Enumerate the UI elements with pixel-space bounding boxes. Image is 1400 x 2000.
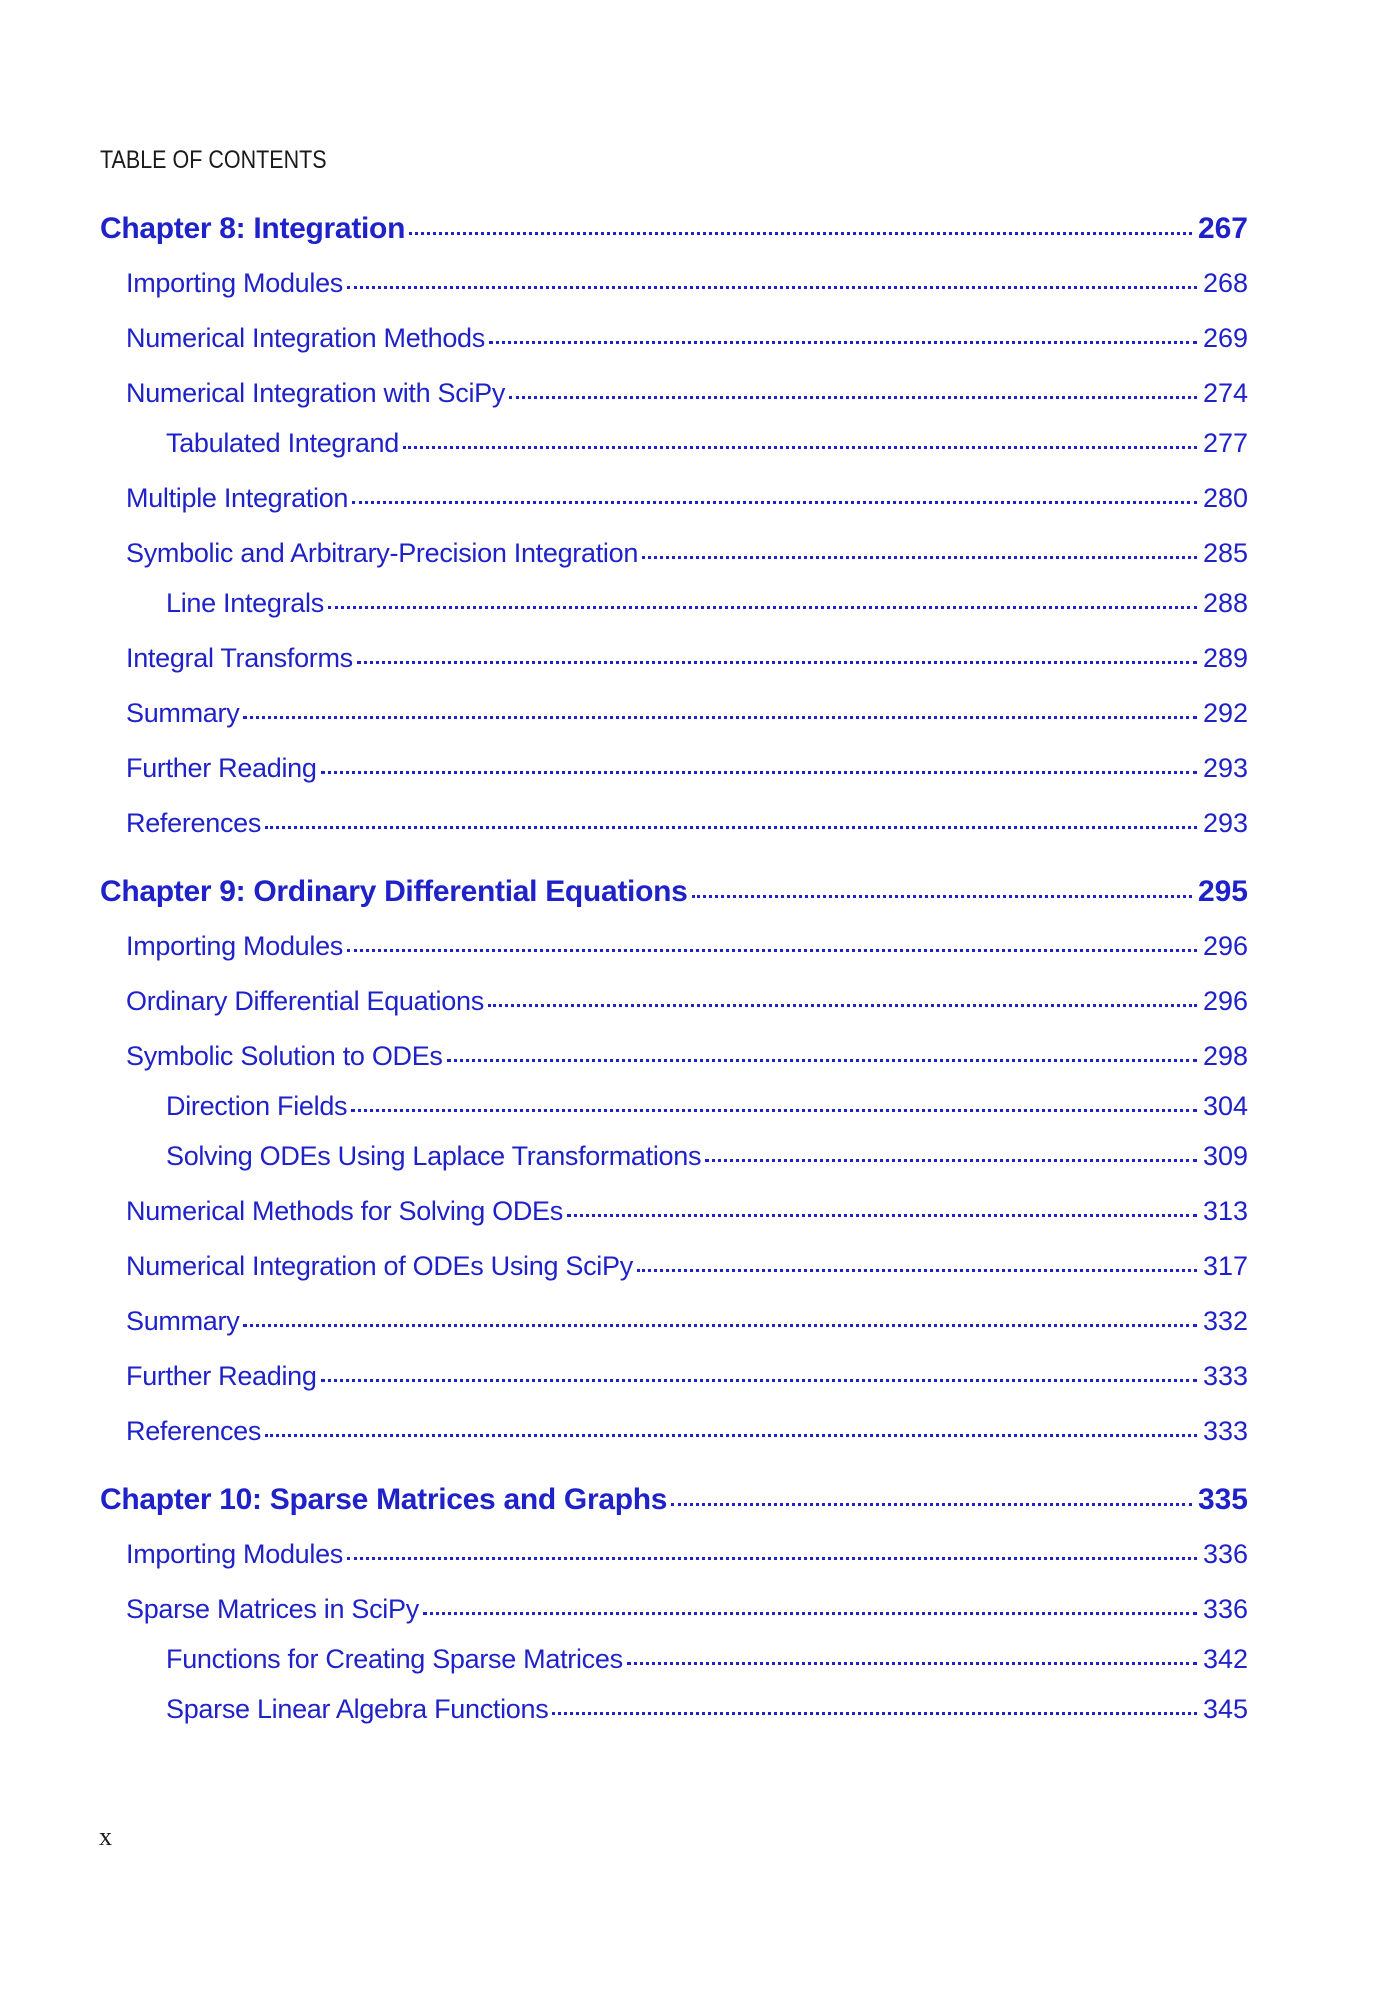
dot-leader: [265, 1413, 1197, 1440]
toc-entry-title: Ordinary Differential Equations: [126, 986, 484, 1016]
toc-entry-page: 288: [1202, 588, 1248, 618]
toc-entry-page: 298: [1202, 1041, 1248, 1071]
toc-entry-page: 335: [1197, 1483, 1248, 1516]
toc-chapter-entry[interactable]: [100, 208, 1248, 248]
toc-section-entry[interactable]: [126, 695, 1248, 735]
dot-leader: [488, 983, 1197, 1010]
toc-entry-page: 342: [1202, 1644, 1248, 1674]
dot-leader: [347, 265, 1197, 292]
page-number-folio: x: [99, 1822, 112, 1851]
toc-entry-title: Importing Modules: [126, 931, 344, 961]
toc-section-entry[interactable]: [126, 265, 1248, 305]
toc-entry-title: Direction Fields: [166, 1091, 348, 1121]
dot-leader: [642, 535, 1197, 562]
toc-entry-title: Sparse Linear Algebra Functions: [166, 1694, 549, 1724]
toc-section-entry[interactable]: [166, 1641, 1248, 1681]
toc-section-entry[interactable]: [166, 1088, 1248, 1128]
toc-entry-page: 277: [1202, 428, 1248, 458]
toc-entry-page: 332: [1202, 1306, 1248, 1336]
dot-leader: [423, 1591, 1197, 1618]
dot-leader: [409, 208, 1192, 238]
toc-section-entry[interactable]: [126, 805, 1248, 845]
dot-leader: [328, 585, 1197, 612]
toc-entry-page: 296: [1202, 931, 1248, 961]
toc-entry-title: Symbolic and Arbitrary-Precision Integration: [126, 538, 639, 568]
toc-entry-page: 345: [1202, 1694, 1248, 1724]
toc-section-entry[interactable]: [126, 320, 1248, 360]
toc-entry-title: Summary: [126, 1306, 240, 1336]
toc-entry-page: 296: [1202, 986, 1248, 1016]
toc-chapter-entry[interactable]: [100, 871, 1248, 911]
dot-leader: [447, 1038, 1197, 1065]
dot-leader: [243, 695, 1197, 722]
toc-section-entry[interactable]: [126, 750, 1248, 790]
toc-section-entry[interactable]: [126, 1358, 1248, 1398]
toc-entry-page: 285: [1202, 538, 1248, 568]
dot-leader: [567, 1193, 1197, 1220]
toc-section-entry[interactable]: [126, 1413, 1248, 1453]
toc-entry-title: References: [126, 1416, 262, 1446]
toc-entry-page: 274: [1202, 378, 1248, 408]
toc-entry-title: Sparse Matrices in SciPy: [126, 1594, 419, 1624]
toc-section-entry[interactable]: [126, 1591, 1248, 1631]
toc-entry-page: 333: [1202, 1361, 1248, 1391]
toc-entry-page: 304: [1202, 1091, 1248, 1121]
toc-section-entry[interactable]: [126, 480, 1248, 520]
toc-entry-title: Chapter 10: Sparse Matrices and Graphs: [100, 1483, 668, 1516]
toc-entry-title: Summary: [126, 698, 240, 728]
dot-leader: [357, 640, 1197, 667]
toc-entry-page: 267: [1197, 212, 1248, 245]
toc-entry-page: 269: [1202, 323, 1248, 353]
toc-entry-page: 293: [1202, 753, 1248, 783]
dot-leader: [705, 1138, 1197, 1165]
toc-section-entry[interactable]: [126, 640, 1248, 680]
toc-entry-page: 292: [1202, 698, 1248, 728]
toc-section-entry[interactable]: [166, 1691, 1248, 1731]
toc-section-entry[interactable]: [126, 1536, 1248, 1576]
toc-entry-title: References: [126, 808, 262, 838]
dot-leader: [627, 1641, 1197, 1668]
running-head: TABLE OF CONTENTS: [100, 146, 327, 174]
toc-entry-title: Functions for Creating Sparse Matrices: [166, 1644, 623, 1674]
toc-entry-title: Chapter 8: Integration: [100, 212, 406, 245]
toc-entry-title: Multiple Integration: [126, 483, 349, 513]
toc-entry-page: 309: [1202, 1141, 1248, 1171]
dot-leader: [243, 1303, 1197, 1330]
toc-entry-page: 289: [1202, 643, 1248, 673]
toc-section-entry[interactable]: [126, 1248, 1248, 1288]
toc-entry-page: 268: [1202, 268, 1248, 298]
toc-entry-title: Chapter 9: Ordinary Differential Equations: [100, 875, 688, 908]
toc-section-entry[interactable]: [126, 1303, 1248, 1343]
toc-section-entry[interactable]: [166, 585, 1248, 625]
toc-entry-title: Further Reading: [126, 1361, 317, 1391]
dot-leader: [509, 375, 1197, 402]
toc-entry-title: Numerical Integration of ODEs Using SciPy: [126, 1251, 633, 1281]
toc-entry-page: 293: [1202, 808, 1248, 838]
toc-section-entry[interactable]: [126, 983, 1248, 1023]
toc-entry-page: 317: [1202, 1251, 1248, 1281]
toc-section-entry[interactable]: [126, 375, 1248, 415]
toc-section-entry[interactable]: [126, 1193, 1248, 1233]
toc-entry-title: Line Integrals: [166, 588, 324, 618]
toc-entry-title: Further Reading: [126, 753, 317, 783]
toc-entry-title: Importing Modules: [126, 268, 344, 298]
dot-leader: [321, 750, 1197, 777]
toc-entry-page: 333: [1202, 1416, 1248, 1446]
toc-entry-title: Importing Modules: [126, 1539, 344, 1569]
dot-leader: [352, 480, 1197, 507]
dot-leader: [347, 1536, 1197, 1563]
toc-entry-title: Numerical Integration Methods: [126, 323, 485, 353]
toc-entry-title: Numerical Methods for Solving ODEs: [126, 1196, 563, 1226]
dot-leader: [347, 928, 1197, 955]
dot-leader: [403, 425, 1197, 452]
toc-entry-title: Solving ODEs Using Laplace Transformations: [166, 1141, 702, 1171]
toc-entry-page: 336: [1202, 1539, 1248, 1569]
dot-leader: [489, 320, 1197, 347]
toc-section-entry[interactable]: [126, 928, 1248, 968]
toc-entry-title: Tabulated Integrand: [166, 428, 399, 458]
toc-section-entry[interactable]: [126, 1038, 1248, 1078]
toc-section-entry[interactable]: [166, 425, 1248, 465]
dot-leader: [671, 1479, 1192, 1509]
toc-entry-page: 295: [1197, 875, 1248, 908]
dot-leader: [552, 1691, 1196, 1718]
dot-leader: [692, 871, 1192, 901]
toc-entry-page: 336: [1202, 1594, 1248, 1624]
dot-leader: [351, 1088, 1197, 1115]
toc-entry-title: Symbolic Solution to ODEs: [126, 1041, 443, 1071]
toc-section-entry[interactable]: [166, 1138, 1248, 1178]
toc-entry-page: 280: [1202, 483, 1248, 513]
toc-entry-title: Numerical Integration with SciPy: [126, 378, 506, 408]
dot-leader: [637, 1248, 1197, 1275]
dot-leader: [321, 1358, 1197, 1385]
toc-entry-title: Integral Transforms: [126, 643, 353, 673]
toc-entry-page: 313: [1202, 1196, 1248, 1226]
dot-leader: [265, 805, 1197, 832]
toc-section-entry[interactable]: [126, 535, 1248, 575]
toc-chapter-entry[interactable]: [100, 1479, 1248, 1519]
